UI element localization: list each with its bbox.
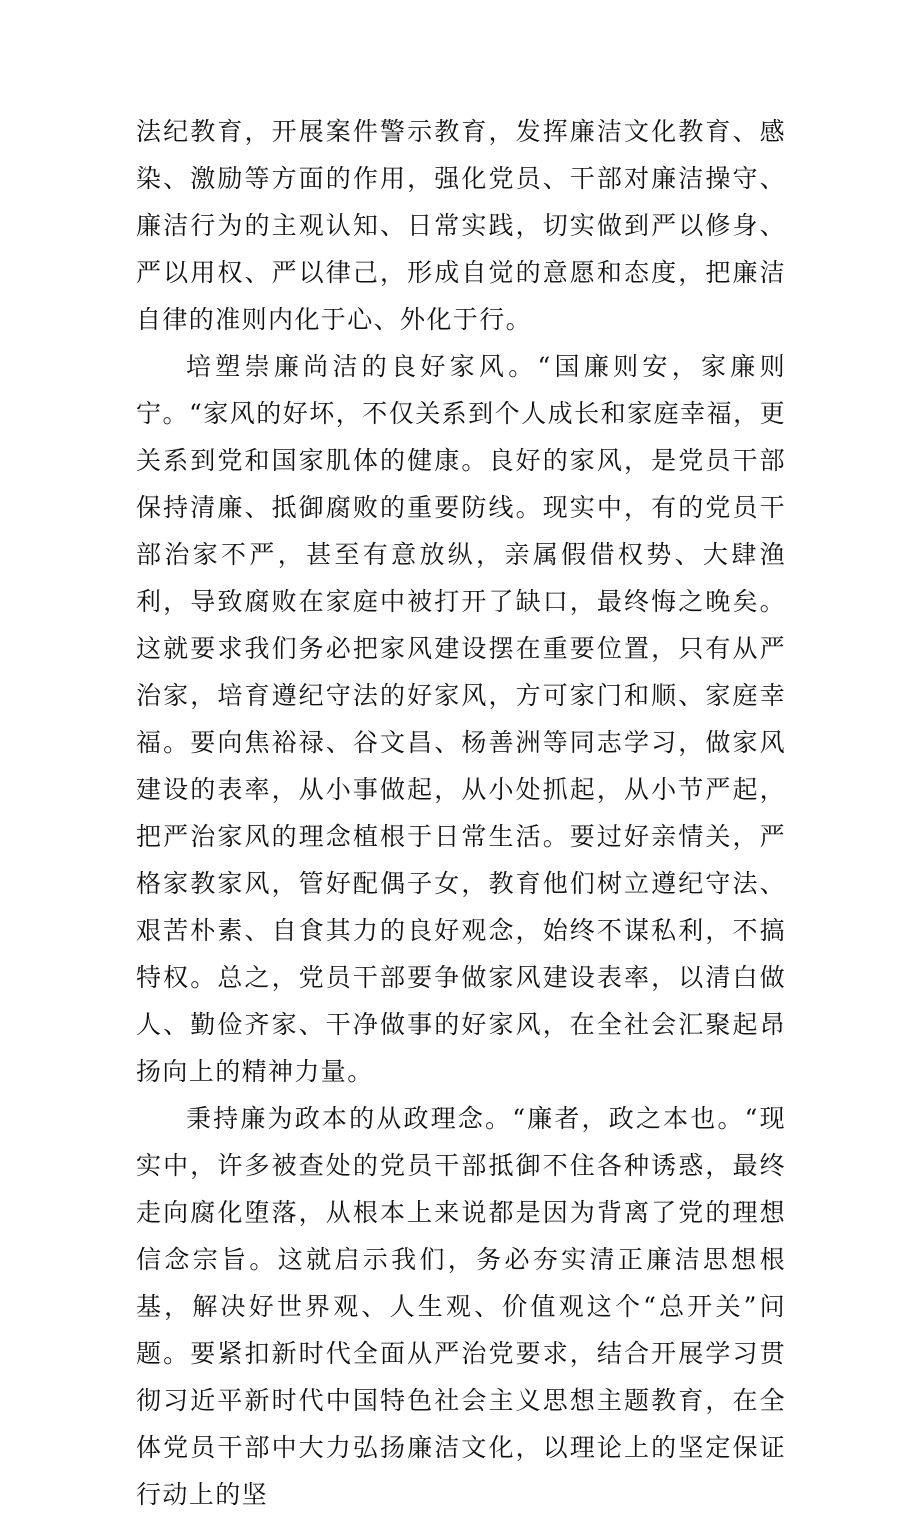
document-body <box>136 108 786 1518</box>
paragraph-3: 秉持廉为政本的从政理念。“廉者，政之本也。“现实中，许多被查处的党员干部抵御不住各种诱惑，最终走向腐化堕落，从根本上来说都是因为背离了党的理想信念宗旨。这就启示我们，务必夯实清正廉洁思想根基，解决好世界观、人生观、价值观这个“总开关”问题。要紧扣新时代全面从严治党要求，结合开展学习贯彻习近平新时代中国特色社会主义思想主题教育，在全体党员干部中大力弘扬廉洁文化，以理论上的坚定保证行动上的坚 <box>136 1104 786 1509</box>
paragraph-2: 培塑崇廉尚洁的良好家风。“国廉则安，家廉则宁。“家风的好坏，不仅关系到个人成长和家庭幸福，更关系到党和国家肌体的健康。良好的家风，是党员干部保持清廉、抵御腐败的重要防线。现实中，有的党员干部治家不严，甚至有意放纵，亲属假借权势、大肆渔利，导致腐败在家庭中被打开了缺口，最终悔之晚矣。这就要求我们务必把家风建设摆在重要位置，只有从严治家，培育遵纪守法的好家风，方可家门和顺、家庭幸福。要向焦裕禄、谷文昌、杨善洲等同志学习，做家风建设的表率，从小事做起，从小处抓起，从小节严起，把严治家风的理念植根于日常生活。要过好亲情关，严格家教家风，管好配偶子女，教育他们树立遵纪守法、艰苦朴素、自食其力的良好观念，始终不谋私利，不搞特权。总之，党员干部要争做家风建设表率，以清白做人、勤俭齐家、干净做事的好家风，在全社会汇聚起昂扬向上的精神力量。 <box>136 352 786 1086</box>
paragraph-1: 法纪教育，开展案件警示教育，发挥廉洁文化教育、感染、激励等方面的作用，强化党员、干部对廉洁操守、廉洁行为的主观认知、日常实践，切实做到严以修身、严以用权、严以律己，形成自觉的意愿和态度，把廉洁自律的准则内化于心、外化于行。 <box>136 117 786 334</box>
